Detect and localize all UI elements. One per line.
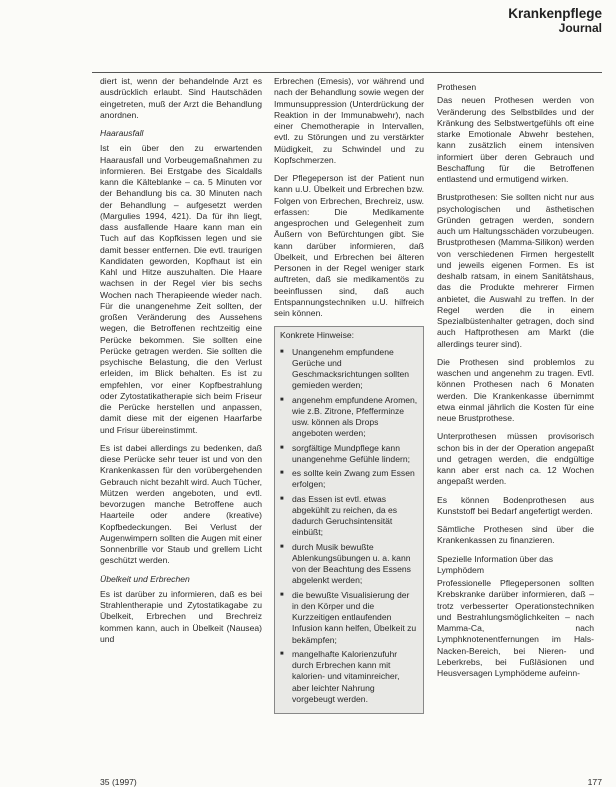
paragraph: Die Prothesen sind problemlos zu waschen und angenehm zu tragen. Evtl. können Prothesen nach 6 Monaten werden. Die Krankenkasse übernimmt etwa einmal jährlich die Kosten für eine neue Brustprothese. bbox=[437, 356, 594, 423]
section-heading-lymphoedem: Spezielle Information über das Lymphödem bbox=[437, 553, 554, 575]
column-3 bbox=[437, 76, 594, 686]
paragraph: Erbrechen (Emesis), vor während und nach der Behandlung sowie wegen der Immunsuppression (Unterdrückung der Reaktion in der Immunabwehr), nach einer Chemotherapie in Intervallen, evtl. zu Störungen und zu verstärkter Müdigkeit, zu Schwindel und zu Kopfschmerzen. bbox=[274, 76, 424, 165]
column-1 bbox=[100, 76, 262, 652]
paragraph: Das neuen Prothesen werden von Veränderung des Selbstbildes und der Kränkung des Selbstwertgefühls oft eine starke Emotionale Abwehr bestehen, kann zusätzlich einem intensiven informiert über deren Gebrauch und Beschaffung für die Betroffenen entlastend und ermutigend wirken. bbox=[437, 95, 594, 184]
list-item: ■ durch Musik bewußte Ablenkungsübungen u. a. kann von der Beachtung des Essens abgelenkt werden; bbox=[280, 542, 418, 587]
paragraph: Ist ein über den zu erwartenden Haarausfall und Vorbeugemaßnahmen zu informieren. Bei Erstgabe des Sicaldalls kann die Kälteblanke – ca. 5 Minuten vor der Behandlung bis ca. 30 Minuten nach der Behandlung – aufgesetzt werden (Margulies 1994, 421). Da für ihn liegt, dass ausfallende Haare kann man ein Tuch auf das Kopfkissen legen und sie damit besser entfernen. Die evtl. traurigen Kandidaten geworden, Kopfhaut ist ein Kahl und Hitze auszuhalten. Die Haare wachsen in der Regel vier bis sechs Wochen nach Therapieende wieder nach. Für die unangenehme Zeit sollten, der großen Veränderung des Aussehens wegen, die Betroffenen rechtzeitig eine Perücke bekommen. Sie sollten eine Perücke getragen werden. Sie sollten die psychische Belastung, die den Verlust erleiden, im Blick behalten. Es ist zu empfehlen, vor einer Kopfbestrahlung oder Zytostatikatherapie sich beim Friseur die Perücke herstellen und anpassen, damit diese mit der eigenen Haarfarbe und Frisur übereinstimmt. bbox=[100, 143, 262, 435]
issue-number: 35 (1997) bbox=[100, 777, 137, 787]
paragraph: Professionelle Pflegepersonen sollten Krebskranke darüber informieren, daß – trotz verbesserter Operationstechniken und Bestrahlungsmöglichkeiten – nach Mamma-Ca, nach Lymphknotenentfernungen im Hals-Nacken-Bereich, bei Nieren- und Leberkrebs, bei Fußläsionen und Heusversagen Lymphödeme aufeinn- bbox=[437, 578, 594, 678]
paragraph: Es ist darüber zu informieren, daß es bei Strahlentherapie und Zytostatikagabe zu Übelkeit, Erbrechen und Brechreiz kommen kann, auch in Übelkeit (Nausea) und bbox=[100, 588, 262, 644]
hint-box bbox=[274, 326, 424, 714]
hint-list bbox=[280, 347, 418, 706]
section-heading-prothesen: Prothesen bbox=[437, 82, 477, 92]
section-heading-haarausfall: Haarausfall bbox=[100, 128, 144, 138]
paragraph: Es ist dabei allerdings zu bedenken, daß diese Perücke sehr teuer ist und von den Krankenkassen für den vorübergehenden Gebrauch nicht bezahlt wird. Auch Tücher, Mützen werden angeboten, und evtl. bevorzugen manche Betroffene auch Haarteile oder andere (kreative) Kopfbedeckungen. Bei Verlust der Augenwimpern sollten die Augen mit einer Sonnenbrille vor Staub und grellem Licht geschützt werden. bbox=[100, 442, 262, 566]
paragraph: Es können Bodenprothesen aus Kunststoff bei Bedarf angefertigt werden. bbox=[437, 494, 594, 516]
section-heading-uebelkeit: Übelkeit und Erbrechen bbox=[100, 573, 190, 584]
paragraph: Der Pflegeperson ist der Patient nun kann u.U. Übelkeit und Erbrechen bzw. Folgen von Erbrechen, Brechreiz, usw. erfassen: Die Medikamente angesprochen und Gelegenheit zum Äußern von Befürchtungen gibt. Sie kann darüber informieren, daß Übelkeit, und Erbrechen bei älteren Personen in der Regel weniger stark auftreten, daß sie medikamentös zu beeinflussen sind, daß auch Entspannungstechniken u.U. hilfreich sein können. bbox=[274, 173, 424, 318]
list-item: ■ die bewußte Visualisierung der in den Körper und die Kurzzeitigen entlaufenden Infusion kann helfen, Übelkeit zu bekämpfen; bbox=[280, 590, 418, 646]
page-number: 177 bbox=[587, 777, 602, 787]
paragraph: Brustprothesen: Sie sollten nicht nur aus psychologischen und ästhetischen Gründen getragen werden, sondern auch um Haltungsschäden vorzubeugen. Brustprothesen (Mamma-Silikon) werden von verschiedenen Firmen hergestellt und jeweils eigenen Formen. Es ist deshalb ratsam, in einem Sanitätshaus, das die Produkte mehrerer Firmen anbietet, die Auswahl zu treffen. In der Regel werden die in einem Spezialbüstenhalter getragen, doch sind auch Haftprothesen am Markt (die allerdings teurer sind). bbox=[437, 192, 594, 349]
paragraph: diert ist, wenn der behandelnde Arzt es ausdrücklich erlaubt. Sind Hautschäden eingetreten, muß der Arzt die Behandlung anordnen. bbox=[100, 76, 262, 120]
paragraph: Sämtliche Prothesen sind über die Krankenkassen zu finanzieren. bbox=[437, 524, 594, 546]
paragraph: Unterprothesen müssen provisorisch schon bis in der der Operation angepaßt und getragen werden, die endgültige kann aber erst nach ca. 12 Wochen angepaßt werden. bbox=[437, 431, 594, 487]
list-item: ■ angenehm empfundene Aromen, wie z.B. Zitrone, Pfefferminze usw. können als Drops angeboten werden; bbox=[280, 395, 418, 440]
hint-box-title: Konkrete Hinweise: bbox=[280, 330, 355, 341]
header-title: Krankenpflege bbox=[508, 6, 602, 21]
list-item: ■ Unangenehm empfundene Gerüche und Geschmacksrichtungen sollten gemieden werden; bbox=[280, 347, 418, 392]
header-subtitle: Journal bbox=[558, 21, 602, 35]
running-header bbox=[508, 6, 602, 35]
list-item: ■ sorgfältige Mundpflege kann unangenehme Gefühle lindern; bbox=[280, 443, 418, 466]
column-2 bbox=[274, 76, 424, 714]
list-item: ■ das Essen ist evtl. etwas abgekühlt zu reichen, da es dadurch Geruchsintensität einbüßt; bbox=[280, 494, 418, 539]
list-item: ■ es sollte kein Zwang zum Essen erfolgen; bbox=[280, 468, 418, 491]
list-item: ■ mangelhafte Kalorienzufuhr durch Erbrechen kann mit kalorien- und vitaminreicher, aber leichter Nahrung vorgebeugt werden. bbox=[280, 649, 418, 705]
header-rule bbox=[92, 72, 602, 73]
